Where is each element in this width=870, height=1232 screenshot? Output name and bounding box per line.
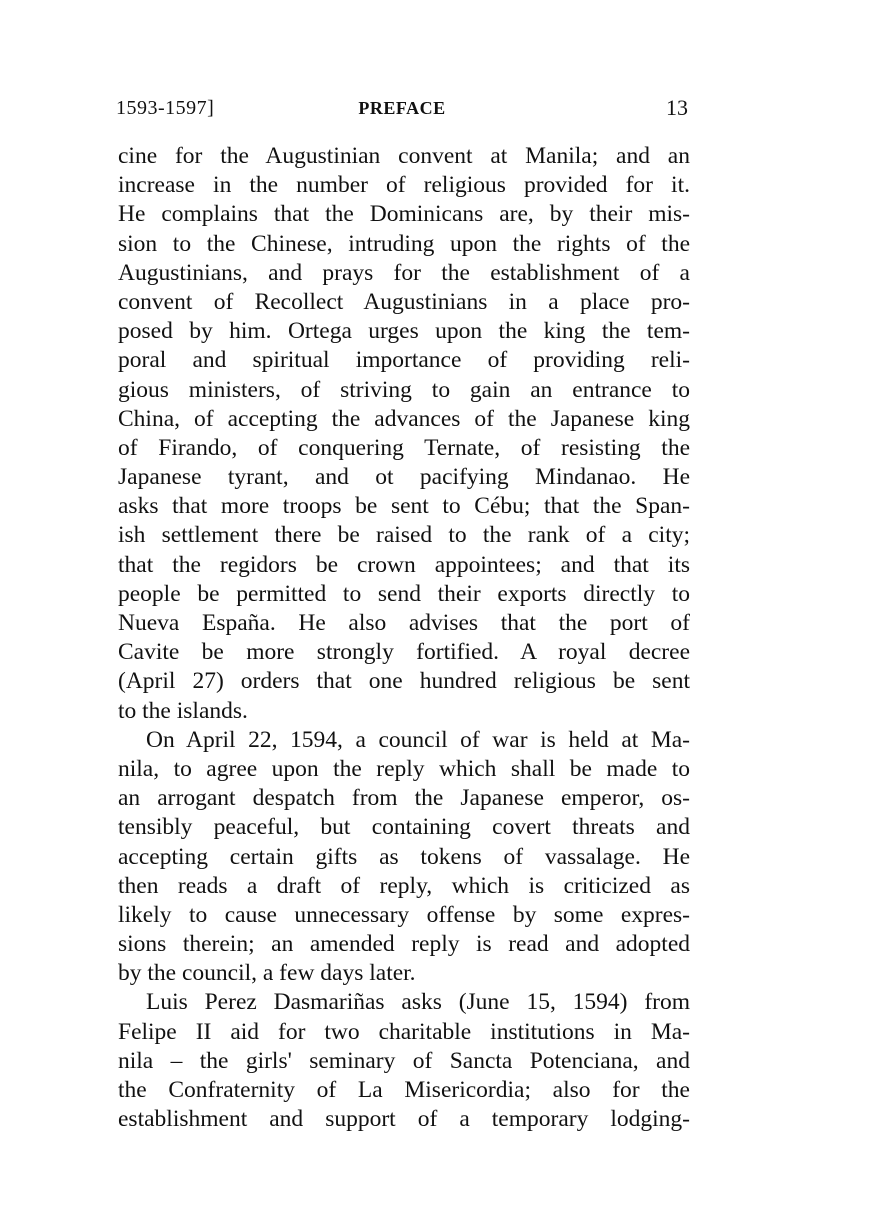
text-line: of Firando, of conquering Ternate, of resisting the [118, 434, 690, 461]
text-line: Luis Perez Dasmariñas asks (June 15, 1594) from [146, 989, 690, 1016]
text-line: asks that more troops be sent to Cébu; that the Span- [118, 493, 690, 520]
text-line: to the islands. [118, 697, 248, 724]
running-head-date-range: 1593-1597] [116, 97, 215, 119]
text-line: increase in the number of religious provided for it. [118, 172, 690, 199]
text-line: the Confraternity of La Misericordia; also for the [118, 1077, 690, 1103]
text-line: China, of accepting the advances of the Japanese king [118, 405, 690, 432]
text-line: Felipe II aid for two charitable institutions in Ma- [118, 1018, 690, 1045]
text-line: tensibly peaceful, but containing covert threats and [118, 814, 690, 841]
text-line: (April 27) orders that one hundred religious be sent [118, 668, 690, 695]
text-line: then reads a draft of reply, which is criticized as [118, 872, 690, 899]
text-line: Nueva España. He also advises that the port of [118, 610, 690, 636]
text-line: that the regidors be crown appointees; and that its [118, 551, 690, 578]
running-head-title: PREFACE [358, 98, 446, 118]
text-line: sion to the Chinese, intruding upon the rights of the [118, 230, 690, 257]
text-line: nila, to agree upon the reply which shall be made to [118, 755, 690, 782]
text-line: nila – the girls' seminary of Sancta Potenciana, and [118, 1047, 690, 1074]
text-line: Cavite be more strongly fortified. A royal decree [118, 639, 690, 666]
text-line: posed by him. Ortega urges upon the king the tem- [118, 318, 690, 345]
text-line: an arrogant despatch from the Japanese emperor, os- [118, 785, 690, 812]
text-line: sions therein; an amended reply is read and adopted [118, 931, 690, 958]
text-line: accepting certain gifts as tokens of vassalage. He [118, 843, 690, 870]
text-line: Augustinians, and prays for the establishment of a [118, 259, 690, 286]
text-line: On April 22, 1594, a council of war is held at Ma- [146, 726, 690, 753]
text-line: He complains that the Dominicans are, by their mis- [118, 201, 690, 228]
text-line: people be permitted to send their exports directly to [118, 580, 690, 607]
text-line: convent of Recollect Augustinians in a place pro- [118, 288, 690, 315]
text-line: likely to cause unnecessary offense by some expres- [118, 901, 690, 928]
text-line: by the council, a few days later. [118, 960, 416, 987]
running-head [116, 96, 688, 120]
text-line: gious ministers, of striving to gain an entrance to [118, 376, 690, 403]
page-number: 13 [666, 95, 688, 120]
text-line: Japanese tyrant, and ot pacifying Mindanao. He [118, 464, 690, 491]
text-line: cine for the Augustinian convent at Manila; and an [118, 143, 690, 169]
text-line: ish settlement there be raised to the rank of a city; [118, 522, 690, 549]
text-line: poral and spiritual importance of providing reli- [118, 347, 690, 374]
body-text [118, 142, 690, 1134]
text-line: establishment and support of a temporary lodging- [118, 1106, 690, 1133]
